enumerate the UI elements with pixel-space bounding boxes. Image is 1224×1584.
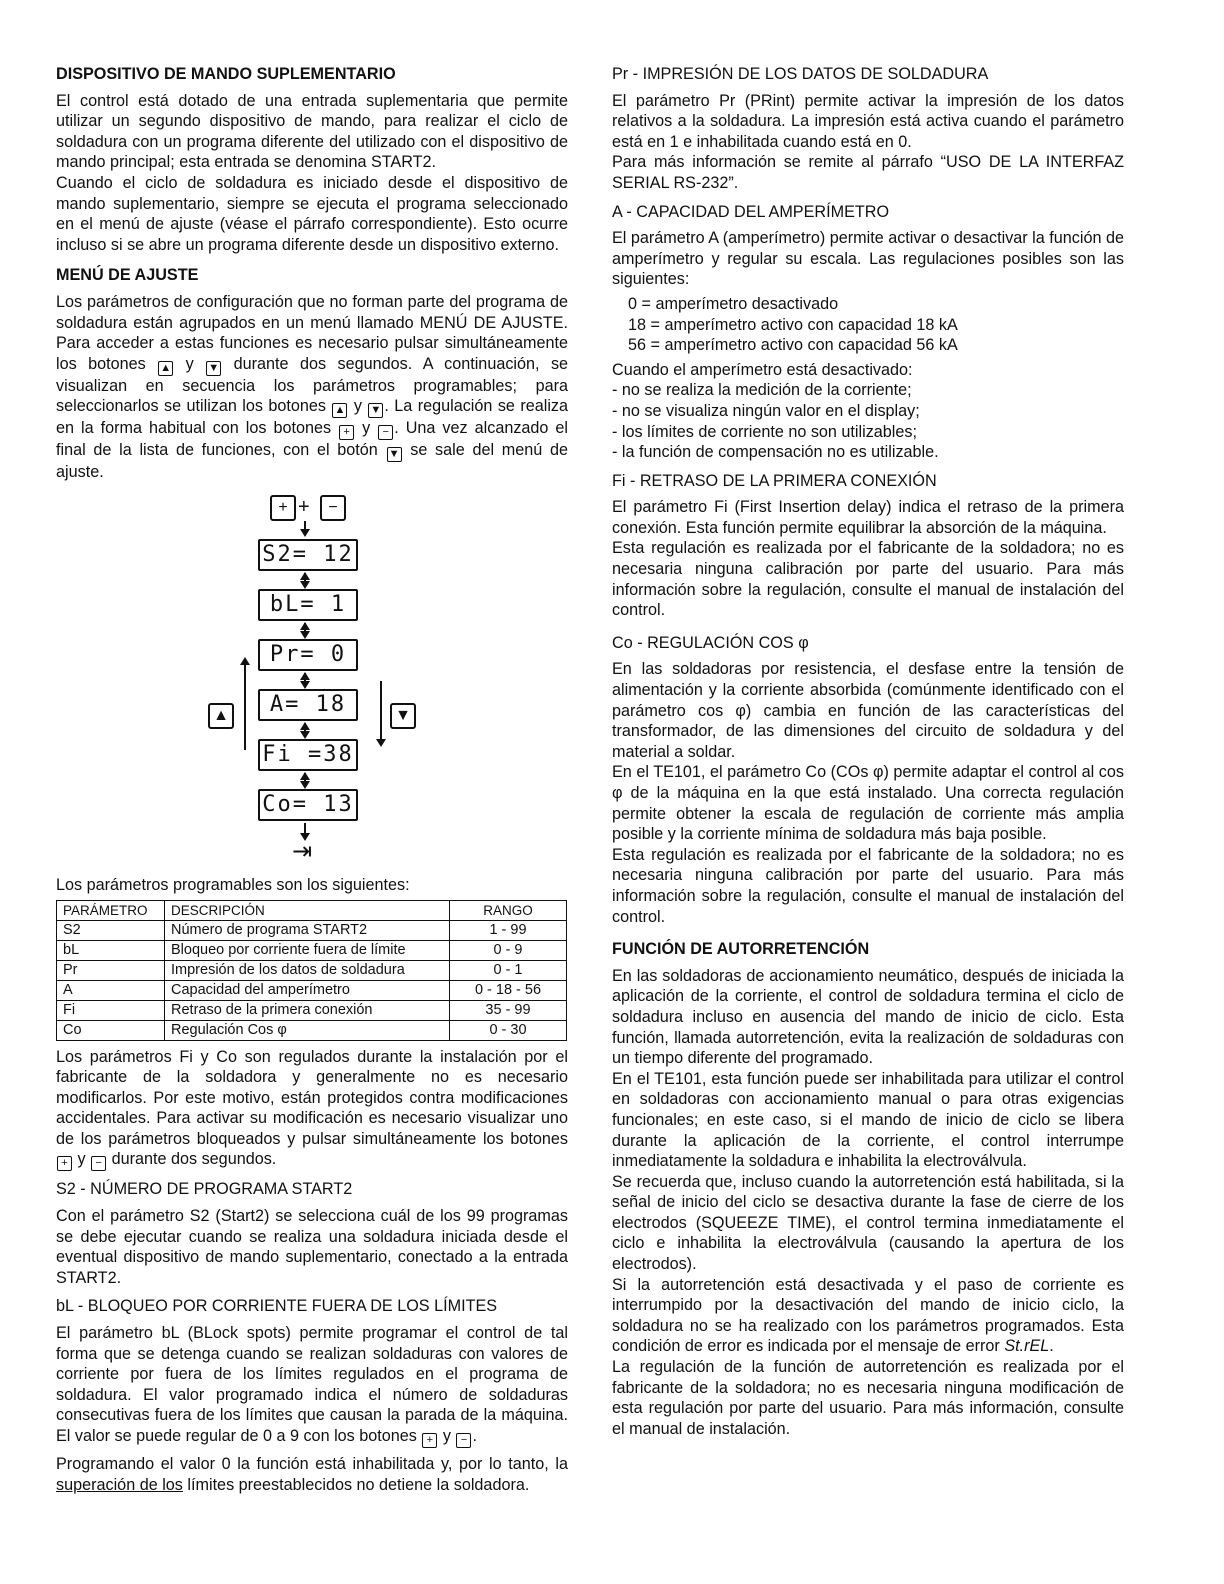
table-cell: 1 - 99: [450, 920, 567, 940]
table-row: [57, 940, 567, 960]
table-cell: 35 - 99: [450, 1000, 567, 1020]
paragraph: Se recuerda que, incluso cuando la autorretención está habilitada, si la señal de inicio del ciclo se desactiva durante la fase de cierre de los electrodos (SQUEEZE TIME), el control termina inmediatamente el ciclo e inhabilita la electroválvula (causando la apertura de los electrodos).: [612, 1172, 1124, 1274]
list-item: - no se realiza la medición de la corriente;: [612, 381, 912, 400]
table-cell: Fi: [57, 1000, 165, 1020]
down-button-icon: ▼: [387, 447, 402, 462]
paragraph: La regulación de la función de autorretención es realizada por el fabricante de la soldadora; no es necesaria ninguna modificación de esta regulación por parte del usuario. Para más información, consulte el manual de instalación.: [612, 1358, 1124, 1438]
heading-a: A - CAPACIDAD DEL AMPERÍMETRO: [612, 202, 890, 221]
table-cell: bL: [57, 940, 165, 960]
table-cell: 0 - 18 - 56: [450, 980, 567, 1000]
plus-button-icon: +: [339, 425, 354, 440]
heading-autorretencion: FUNCIÓN DE AUTORRETENCIÓN: [612, 940, 870, 959]
minus-button-icon: −: [378, 425, 393, 440]
table-cell: Co: [57, 1020, 165, 1040]
parameters-table: [56, 900, 567, 1041]
paragraph: Esta regulación es realizada por el fabricante de la soldadora; no es necesaria ninguna calibración por parte del usuario. Para más información sobre la regulación, consulte el manual de instalación del control.: [612, 539, 1124, 620]
paragraph: El parámetro Pr (PRint) permite activar la impresión de los datos relativos a la soldadura. La impresión está activa cuando el parámetro está en 1 e inhabilitada cuando está en 0.: [612, 91, 1124, 151]
paragraph: En el TE101, esta función puede ser inhabilitada para utilizar el control en soldadoras con accionamiento manual o para otras exigencias funcionales; en este caso, si el mando de inicio de ciclo se libera durante la aplicación de la corriente, el control interrumpe inmediatamente la soldadura e inhabilita la electroválvula.: [612, 1069, 1124, 1171]
paragraph: Para más información se remite al párrafo “USO DE LA INTERFAZ SERIAL RS-232”.: [612, 153, 1124, 192]
table-cell: Regulación Cos φ: [165, 1020, 450, 1040]
lcd-display-bl: bL= 1: [258, 589, 358, 621]
down-button-icon: ▼: [390, 703, 416, 729]
down-button-icon: ▼: [368, 403, 383, 418]
list-item: 56 = amperímetro activo con capacidad 56 kA: [628, 336, 958, 355]
lcd-display-pr: Pr= 0: [258, 639, 358, 671]
column-header: DESCRIPCIÓN: [165, 900, 450, 920]
lcd-display-co: Co= 13: [258, 789, 358, 821]
column-header: RANGO: [450, 900, 567, 920]
up-button-icon: ▲: [332, 403, 347, 418]
list-item: - los límites de corriente no son utilizables;: [612, 422, 918, 441]
heading-pr: Pr - IMPRESIÓN DE LOS DATOS DE SOLDADURA: [612, 65, 989, 83]
table-cell: 0 - 9: [450, 940, 567, 960]
table-cell: Retraso de la primera conexión: [165, 1000, 450, 1020]
plus-button-icon: +: [57, 1156, 72, 1171]
right-column: [612, 60, 1124, 1439]
heading-fi: Fi - RETRASO DE LA PRIMERA CONEXIÓN: [612, 471, 937, 490]
table-cell: Bloqueo por corriente fuera de límite: [165, 940, 450, 960]
table-header-row: [57, 900, 567, 920]
column-header: PARÁMETRO: [57, 900, 165, 920]
heading-co: Co - REGULACIÓN COS φ: [612, 633, 809, 652]
exit-icon: ⇥: [292, 837, 313, 865]
paragraph: Cuando el ciclo de soldadura es iniciado desde el dispositivo de mando suplementario, siempre se ejecuta el programa seleccionado en el menú de ajuste (véase el párrafo correspondiente). Esto ocurre incluso si se abre un programa diferente desde un dispositivo externo.: [56, 173, 568, 254]
paragraph: El parámetro A (amperímetro) permite activar o desactivar la función de amperímetro y regular su escala. Las regulaciones posibles son las siguientes:: [612, 229, 1124, 289]
error-message: St.rEL: [1004, 1337, 1050, 1356]
table-cell: Impresión de los datos de soldadura: [165, 960, 450, 980]
down-button-icon: ▼: [206, 361, 221, 376]
paragraph: El control está dotado de una entrada suplementaria que permite utilizar un segundo dispositivo de mando, para realizar el ciclo de soldadura con un programa diferente del utilizado con el dispositivo de mando principal; esta entrada se denomina START2.: [56, 91, 568, 172]
lcd-display-a: A= 18: [258, 689, 358, 721]
table-cell: A: [57, 980, 165, 1000]
plus-button-icon: +: [422, 1433, 437, 1448]
lcd-display-s2: S2= 12: [258, 539, 358, 571]
paragraph: El parámetro Fi (First Insertion delay) indica el retraso de la primera conexión. Esta función permite equilibrar la absorción de la máquina.: [612, 498, 1124, 537]
table-cell: 0 - 1: [450, 960, 567, 980]
paragraph: Si la autorretención está desactivada y el paso de corriente es interrumpido por la desactivación del mando de inicio ciclo, la soldadura no se ha realizado con los parámetros programados. Esta condición de error es indicada por el mensaje de error St.rEL.: [612, 1275, 1124, 1356]
left-column: [56, 60, 568, 1495]
plus-button-icon: +: [270, 495, 296, 521]
table-row: [57, 920, 567, 940]
paragraph-bl-2: Programando el valor 0 la función está inhabilitada y, por lo tanto, la superación de los límites preestablecidos no detiene la soldadora.: [56, 1455, 568, 1494]
table-row: [57, 980, 567, 1000]
paragraph-protected: Los parámetros Fi y Co son regulados durante la instalación por el fabricante de la soldadora y generalmente no es necesario modificarlos. Por este motivo, están protegidos contra modificaciones accidentales. Para activar su modificación es necesario visualizar uno de los parámetros bloqueados y pulsar simultáneamente los botones + y − durante dos segundos.: [56, 1047, 568, 1170]
combo-plus-sign: +: [298, 495, 310, 518]
minus-button-icon: −: [91, 1156, 106, 1171]
table-row: [57, 1020, 567, 1040]
lcd-display-fi: Fi =38: [258, 739, 358, 771]
table-cell: Pr: [57, 960, 165, 980]
paragraph: En el TE101, el parámetro Co (COs φ) permite adaptar el control al cos φ de la máquina en la que está instalado. Una correcta regulación permite obtener la escala de regulación de corriente más amplia posible y la corriente mínima de soldadura más baja posible.: [612, 763, 1124, 844]
paragraph: Esta regulación es realizada por el fabricante de la soldadora; no es necesaria ninguna calibración por parte del usuario. Para más información sobre la regulación, consulte el manual de instalación del control.: [612, 845, 1124, 926]
table-row: [57, 960, 567, 980]
paragraph: Con el parámetro S2 (Start2) se selecciona cuál de los 99 programas se debe ejecutar cuando se realiza una soldadura iniciada desde el eventual dispositivo de mando suplementario, conectado a la entrada START2.: [56, 1207, 568, 1287]
up-button-icon: ▲: [208, 703, 234, 729]
paragraph: En las soldadoras por resistencia, el desfase entre la tensión de alimentación y la corriente absorbida (comúnmente identificado con el parámetro cos φ) cambia en función de las características del transformador, de las dimensiones del circuito de soldadura y del material a soldar.: [612, 660, 1124, 761]
list-item: 0 = amperímetro desactivado: [628, 294, 839, 313]
minus-button-icon: −: [456, 1433, 471, 1448]
table-cell: S2: [57, 920, 165, 940]
paragraph: En las soldadoras de accionamiento neumático, después de iniciada la aplicación de la corriente, el control de soldadura termina el ciclo de soldadura incluso en ausencia del mando de inicio de ciclo. Esta función, llamada autorretención, evita la realización de soldaduras con un tiempo diferente del programado.: [612, 966, 1124, 1068]
heading-bl: bL - BLOQUEO POR CORRIENTE FUERA DE LOS LÍMITES: [56, 1297, 498, 1316]
list-item: - no se visualiza ningún valor en el display;: [612, 401, 920, 420]
list-item: 18 = amperímetro activo con capacidad 18 kA: [628, 315, 958, 334]
table-intro: Los parámetros programables son los siguientes:: [56, 875, 410, 894]
up-button-icon: ▲: [158, 361, 173, 376]
heading-menu-ajuste: MENÚ DE AJUSTE: [56, 266, 199, 285]
paragraph-bl: El parámetro bL (BLock spots) permite programar el control de tal forma que se detenga cuando se realizan soldaduras con valores de corriente por fuera de los límites regulados en el programa de soldadura. El valor programado indica el número de soldaduras consecutivas fuera de los límites que causan la parada de la máquina. El valor se puede regular de 0 a 9 con los botones + y − .: [56, 1324, 568, 1446]
paragraph: Cuando el amperímetro está desactivado:: [612, 360, 913, 379]
paragraph-menu: Los parámetros de configuración que no forman parte del programa de soldadura están agrupados en un menú llamado MENÚ DE AJUSTE. Para acceder a estas funciones es necesario pulsar simultáneamente los botones ▲ y ▼ durante dos segundos. A continuación, se visualizan en secuencia los parámetros programables; para seleccionarlos se utilizan los botones ▲ y ▼ . La regulación se realiza en la forma habitual con los botones + y − . Una vez alcanzado el final de la lista de funciones, con el botón ▼ se sale del menú de ajuste.: [56, 292, 569, 482]
heading-s2: S2 - NÚMERO DE PROGRAMA START2: [56, 1180, 353, 1199]
table-row: [57, 1000, 567, 1020]
minus-button-icon: −: [320, 495, 346, 521]
table-cell: Número de programa START2: [165, 920, 450, 940]
setup-menu-diagram: [56, 489, 568, 869]
ammeter-options: [612, 294, 1124, 356]
table-cell: Capacidad del amperímetro: [165, 980, 450, 1000]
table-cell: 0 - 30: [450, 1020, 567, 1040]
heading-dispositivo: DISPOSITIVO DE MANDO SUPLEMENTARIO: [56, 65, 396, 83]
list-item: - la función de compensación no es utilizable.: [612, 443, 939, 462]
